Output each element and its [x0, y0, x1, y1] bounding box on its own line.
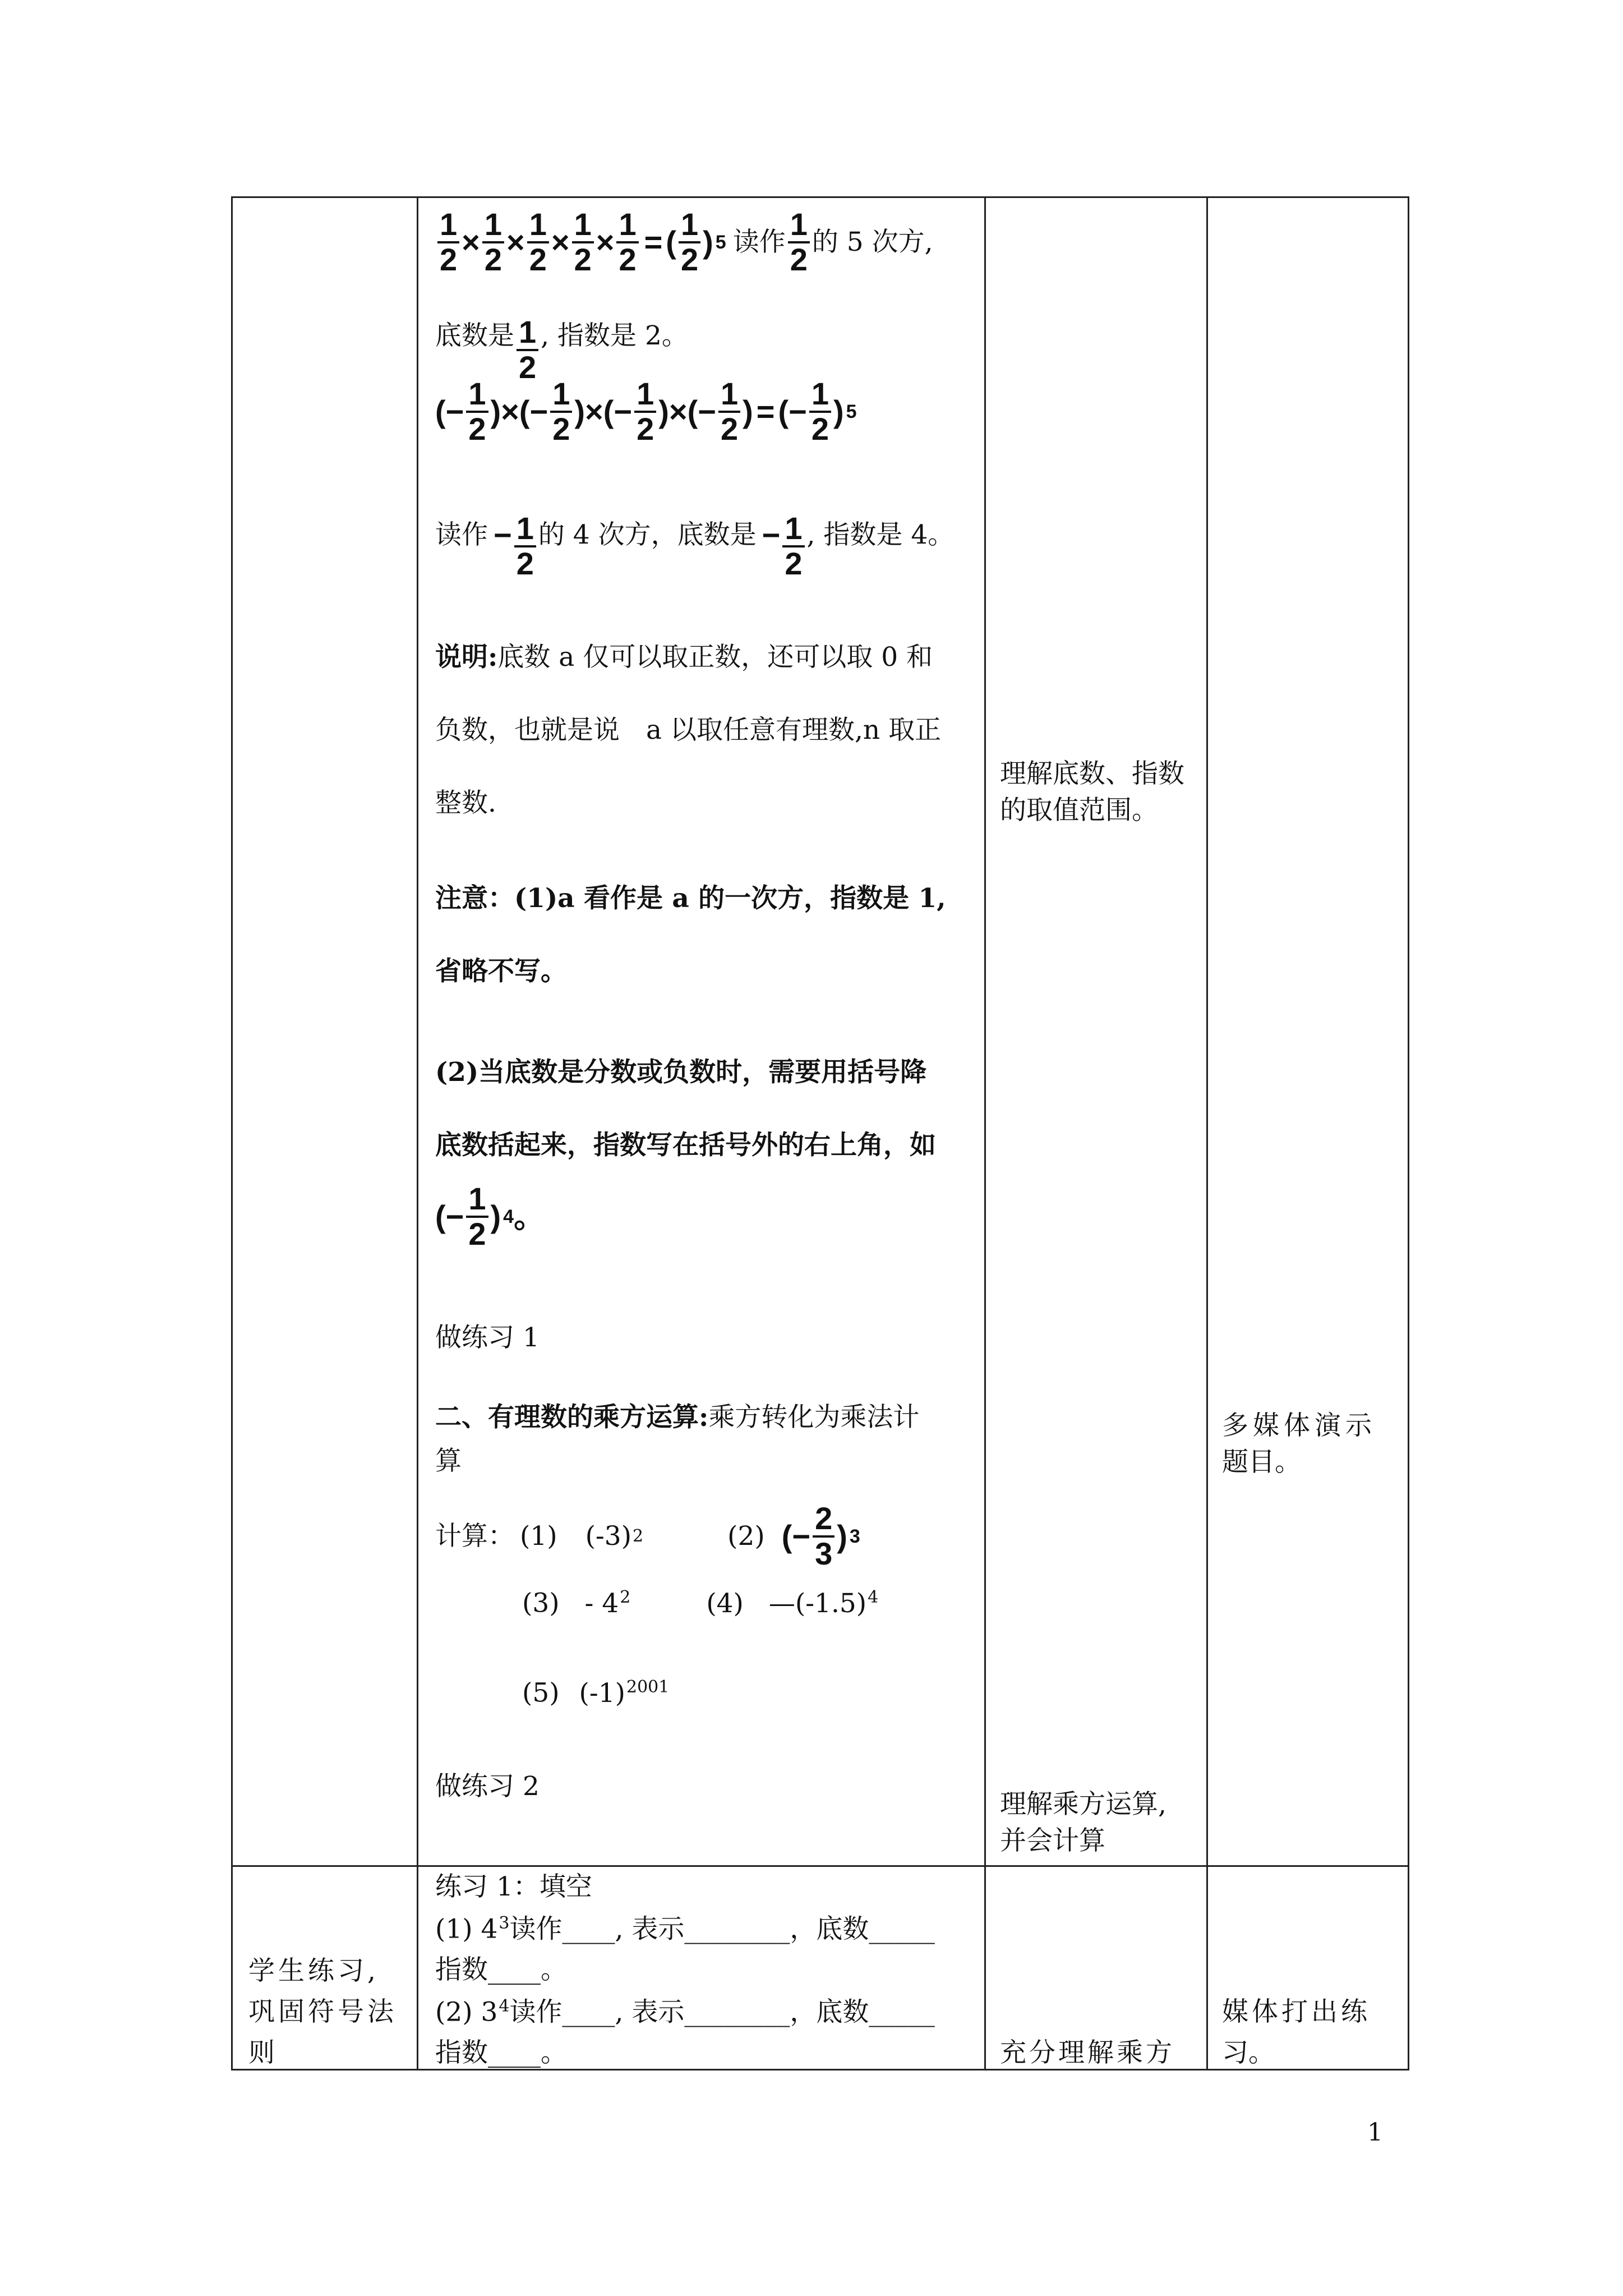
- teaching-content-cell: [418, 197, 985, 1866]
- base-description: 底数是 $\frac{1}{2}$ , 指数是 2。: [435, 314, 688, 385]
- practice-media-text-1: 媒体打出练: [1222, 1996, 1371, 2027]
- explanation-line-1: 说明:底数 a 仅可以取正数，还可以取 0 和: [435, 642, 933, 673]
- attention-example: ( − $\frac{1}{2}$ ) 4 。: [435, 1181, 546, 1251]
- stage-text-1: 学生练习,: [248, 1955, 379, 1986]
- calc-row-3: (5) $(-1)^{2001}$: [522, 1677, 670, 1709]
- attention-line-3: (2)当底数是分数或负数时，需要用括号降: [435, 1057, 927, 1088]
- media-text-2: 题目。: [1222, 1447, 1301, 1478]
- practice-content-cell: [418, 1866, 985, 2070]
- calc-row-1: 计算： (1) (-3) 2 (2) ( − $\frac{2}{3}$ ) 3: [435, 1501, 860, 1571]
- equation-neg-half-power: ( − $\frac{1}{2}$ ) × ( − $\frac{1}{2}$ ) × ( − $\frac{1}{2}$ ) × ( − $\frac{1}{2}$ ) = ( − $\frac{1}{2}$ ) 5: [435, 376, 857, 447]
- page-number: 1: [1367, 2118, 1383, 2147]
- section-2-line-1: 二、有理数的乘方运算:乘方转化为乘法计: [435, 1402, 920, 1433]
- practice-q2-line2: 指数____。: [435, 2037, 567, 2068]
- neg-half-description: 读作 − $\frac{1}{2}$ 的 4 次方，底数是 − $\frac{1}{2}$ , 指数是 4。: [435, 510, 955, 581]
- exercise-1-prompt: 做练习 1: [435, 1322, 540, 1353]
- practice-purpose-cell: [985, 1866, 1207, 2070]
- calc-row-2: $(3) - 4^2$ (4) $—(-1.5)^4$: [522, 1588, 879, 1619]
- table-row: [232, 197, 1409, 1866]
- stage-text-2: 巩固符号法: [248, 1996, 397, 2027]
- practice-purpose-text: 充分理解乘方: [1000, 2037, 1175, 2068]
- stage-cell-practice: [232, 1866, 418, 2070]
- stage-text-3: 则: [248, 2037, 275, 2068]
- attention-line-4: 底数括起来，指数写在括号外的右上角，如: [435, 1130, 936, 1161]
- purpose-text-2a: 理解乘方运算,: [1000, 1789, 1166, 1820]
- explanation-line-2: 负数，也就是说 a 以取任意有理数,n 取正: [435, 715, 942, 746]
- practice-title: 练习 1：填空: [435, 1871, 592, 1902]
- table-row: [232, 1866, 1409, 2070]
- media-text-1: 多媒体演示: [1222, 1410, 1376, 1441]
- media-cell: [1207, 197, 1409, 1866]
- practice-q1-line1: (1) $4^3$读作____, 表示________，底数_____: [435, 1913, 935, 1945]
- purpose-text-1a: 理解底数、指数: [1000, 758, 1184, 789]
- equation-half-power: $\frac{1}{2}$ × $\frac{1}{2}$ × $\frac{1}{2}$ × $\frac{1}{2}$ × $\frac{1}{2}$ = ( $\frac{1}{2}$ ) 5 读作 $\frac{1}{2}$ 的 5 次方,: [435, 208, 933, 277]
- lesson-plan-table: [231, 196, 1409, 2070]
- exercise-2-prompt: 做练习 2: [435, 1771, 540, 1802]
- practice-q1-line2: 指数____。: [435, 1954, 567, 1985]
- attention-line-2: 省略不写。: [435, 956, 567, 987]
- explanation-line-3: 整数.: [435, 788, 496, 818]
- design-purpose-cell: [985, 197, 1207, 1866]
- purpose-text-2b: 并会计算: [1000, 1825, 1105, 1856]
- practice-media-text-2: 习。: [1222, 2037, 1275, 2068]
- practice-q2-line1: (2) $3^4$读作____, 表示________，底数_____: [435, 1996, 935, 2028]
- attention-line-1: 注意：(1)a 看作是 a 的一次方，指数是 1,: [435, 883, 946, 914]
- practice-media-cell: [1207, 1866, 1409, 2070]
- purpose-text-1b: 的取值范围。: [1000, 795, 1158, 826]
- stage-cell: [232, 197, 418, 1866]
- section-2-line-2: 算: [435, 1446, 462, 1476]
